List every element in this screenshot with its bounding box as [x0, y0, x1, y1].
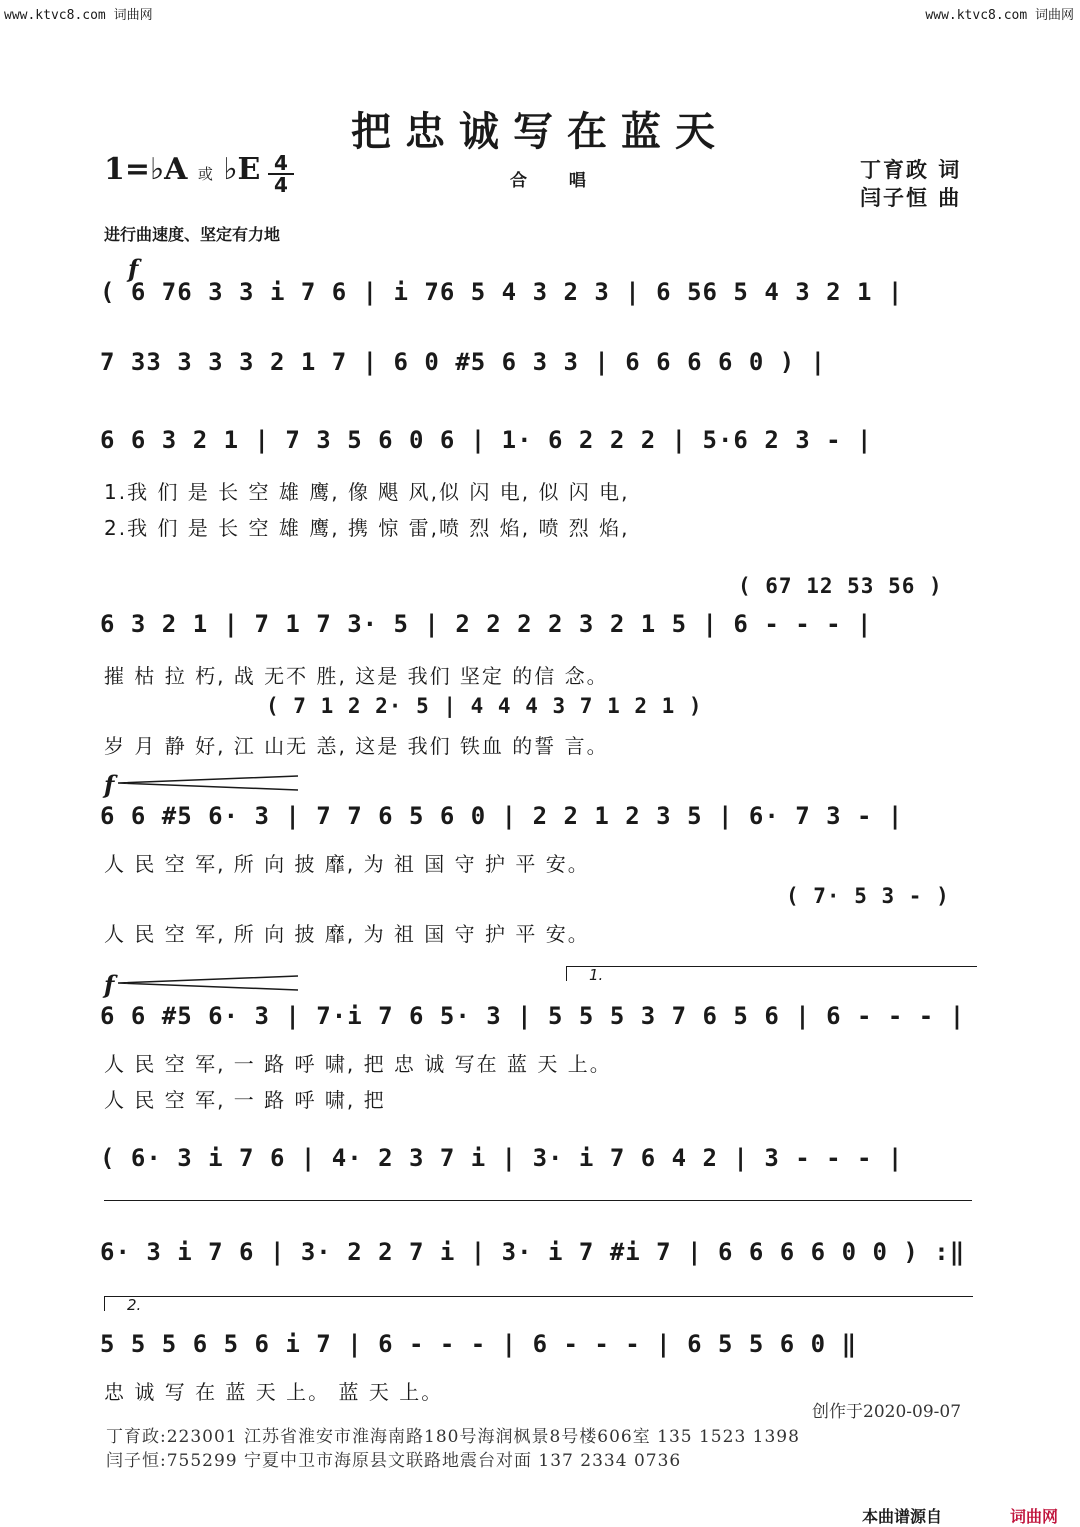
score-line-5: 6 6 #5 6· 3 | 7 7 6 5 6 0 | 2 2 1 2 3 5 | 6· 7 3 - | — [100, 802, 904, 830]
score-line-6: 6 6 #5 6· 3 | 7·i 7 6 5· 3 | 5 5 5 3 7 6 5 6 | 6 - - - | — [100, 1002, 966, 1030]
score-line-9: 5 5 5 6 5 6 i 7 | 6 - - - | 6 - - - | 6 5 5 6 0 ‖ — [100, 1330, 858, 1358]
lyric-line-6b: 人 民 空 军, 一 路 呼 啸, 把 — [104, 1088, 386, 1112]
crescendo-hairpin — [118, 774, 298, 792]
score-line-1: ( 6 76 3 3 i 7 6 | i 76 5 4 3 2 3 | 6 56 5 4 3 2 1 | — [100, 278, 904, 306]
score-line-4: 6 3 2 1 | 7 1 7 3· 5 | 2 2 2 2 3 2 1 5 | 6 - - - | — [100, 610, 873, 638]
watermark-left: www.ktvc8.com 词曲网 — [4, 8, 153, 23]
lyricist-credit: 丁育政 词 — [860, 158, 962, 182]
watermark-right: www.ktvc8.com 词曲网 — [925, 8, 1074, 23]
time-bottom: 4 — [274, 173, 288, 197]
score-line-4-countermelody: ( 7 1 2 2· 5 | 4 4 4 3 7 1 2 1 ) — [266, 694, 703, 718]
lyric-line-6a: 人 民 空 军, 一 路 呼 啸, 把 忠 诚 写在 蓝 天 上。 — [104, 1052, 612, 1076]
second-ending-label: 2. — [127, 1296, 142, 1314]
key-alt: ♭E — [223, 152, 261, 187]
score-line-5-interlude: ( 7· 5 3 - ) — [786, 884, 950, 908]
composition-date: 创作于2020-09-07 — [812, 1402, 962, 1422]
contact-composer: 闫子恒:755299 宁夏中卫市海原县文联路地震台对面 137 2334 0736 — [106, 1451, 682, 1471]
dynamic-forte-3: f — [104, 970, 115, 999]
key-signature — [104, 152, 260, 187]
key-prefix: 1= — [104, 152, 151, 187]
site-logo-text[interactable]: 词曲网 — [1010, 1507, 1059, 1526]
crescendo-hairpin-2 — [118, 974, 298, 992]
dynamic-forte-2: f — [104, 770, 115, 799]
source-note: 本曲谱源自 — [862, 1507, 943, 1526]
contact-lyricist: 丁育政:223001 江苏省淮安市淮海南路180号海润枫景8号楼606室 135 1523 1398 — [106, 1427, 800, 1447]
dynamic-forte: f — [128, 254, 139, 283]
first-ending-bracket — [566, 966, 977, 984]
key-or: 或 — [197, 165, 213, 183]
lyric-line-9: 忠 诚 写 在 蓝 天 上。 蓝 天 上。 — [104, 1380, 444, 1404]
first-ending-label: 1. — [589, 966, 604, 984]
section-rule — [104, 1200, 972, 1201]
lyric-line-3b: 2.我 们 是 长 空 雄 鹰, 携 惊 雷,喷 烈 焰, 喷 烈 焰, — [104, 516, 630, 540]
tempo-marking: 进行曲速度、坚定有力地 — [104, 225, 281, 244]
score-line-2: 7 33 3 3 3 2 1 7 | 6 0 #5 6 3 3 | 6 6 6 6 0 ) | — [100, 348, 827, 376]
lyric-line-5a: 人 民 空 军, 所 向 披 靡, 为 祖 国 守 护 平 安。 — [104, 852, 590, 876]
lyric-line-4a: 摧 枯 拉 朽, 战 无不 胜, 这是 我们 坚定 的信 念。 — [104, 664, 609, 688]
genre-label: 合 唱 — [510, 171, 604, 191]
score-line-3: 6 6 3 2 1 | 7 3 5 6 0 6 | 1· 6 2 2 2 | 5·6 2 3 - | — [100, 426, 873, 454]
lyric-line-4b: 岁 月 静 好, 江 山无 恙, 这是 我们 铁血 的誓 言。 — [104, 734, 609, 758]
song-title: 把忠诚写在蓝天 — [351, 108, 729, 155]
second-ending-bracket — [104, 1296, 973, 1314]
score-line-7: ( 6· 3 i 7 6 | 4· 2 3 7 i | 3· i 7 6 4 2 | 3 - - - | — [100, 1144, 904, 1172]
score-line-8: 6· 3 i 7 6 | 3· 2 2 7 i | 3· i 7 #i 7 | 6 6 6 6 0 0 ) :‖ — [100, 1238, 966, 1266]
score-line-4-interlude: ( 67 12 53 56 ) — [738, 574, 943, 598]
lyric-line-3a: 1.我 们 是 长 空 雄 鹰, 像 飓 风,似 闪 电, 似 闪 电, — [104, 480, 630, 504]
time-top: 4 — [274, 151, 288, 175]
time-signature — [268, 151, 294, 197]
composer-credit: 闫子恒 曲 — [860, 186, 962, 210]
lyric-line-5b: 人 民 空 军, 所 向 披 靡, 为 祖 国 守 护 平 安。 — [104, 922, 590, 946]
key-main: ♭A — [150, 152, 188, 187]
